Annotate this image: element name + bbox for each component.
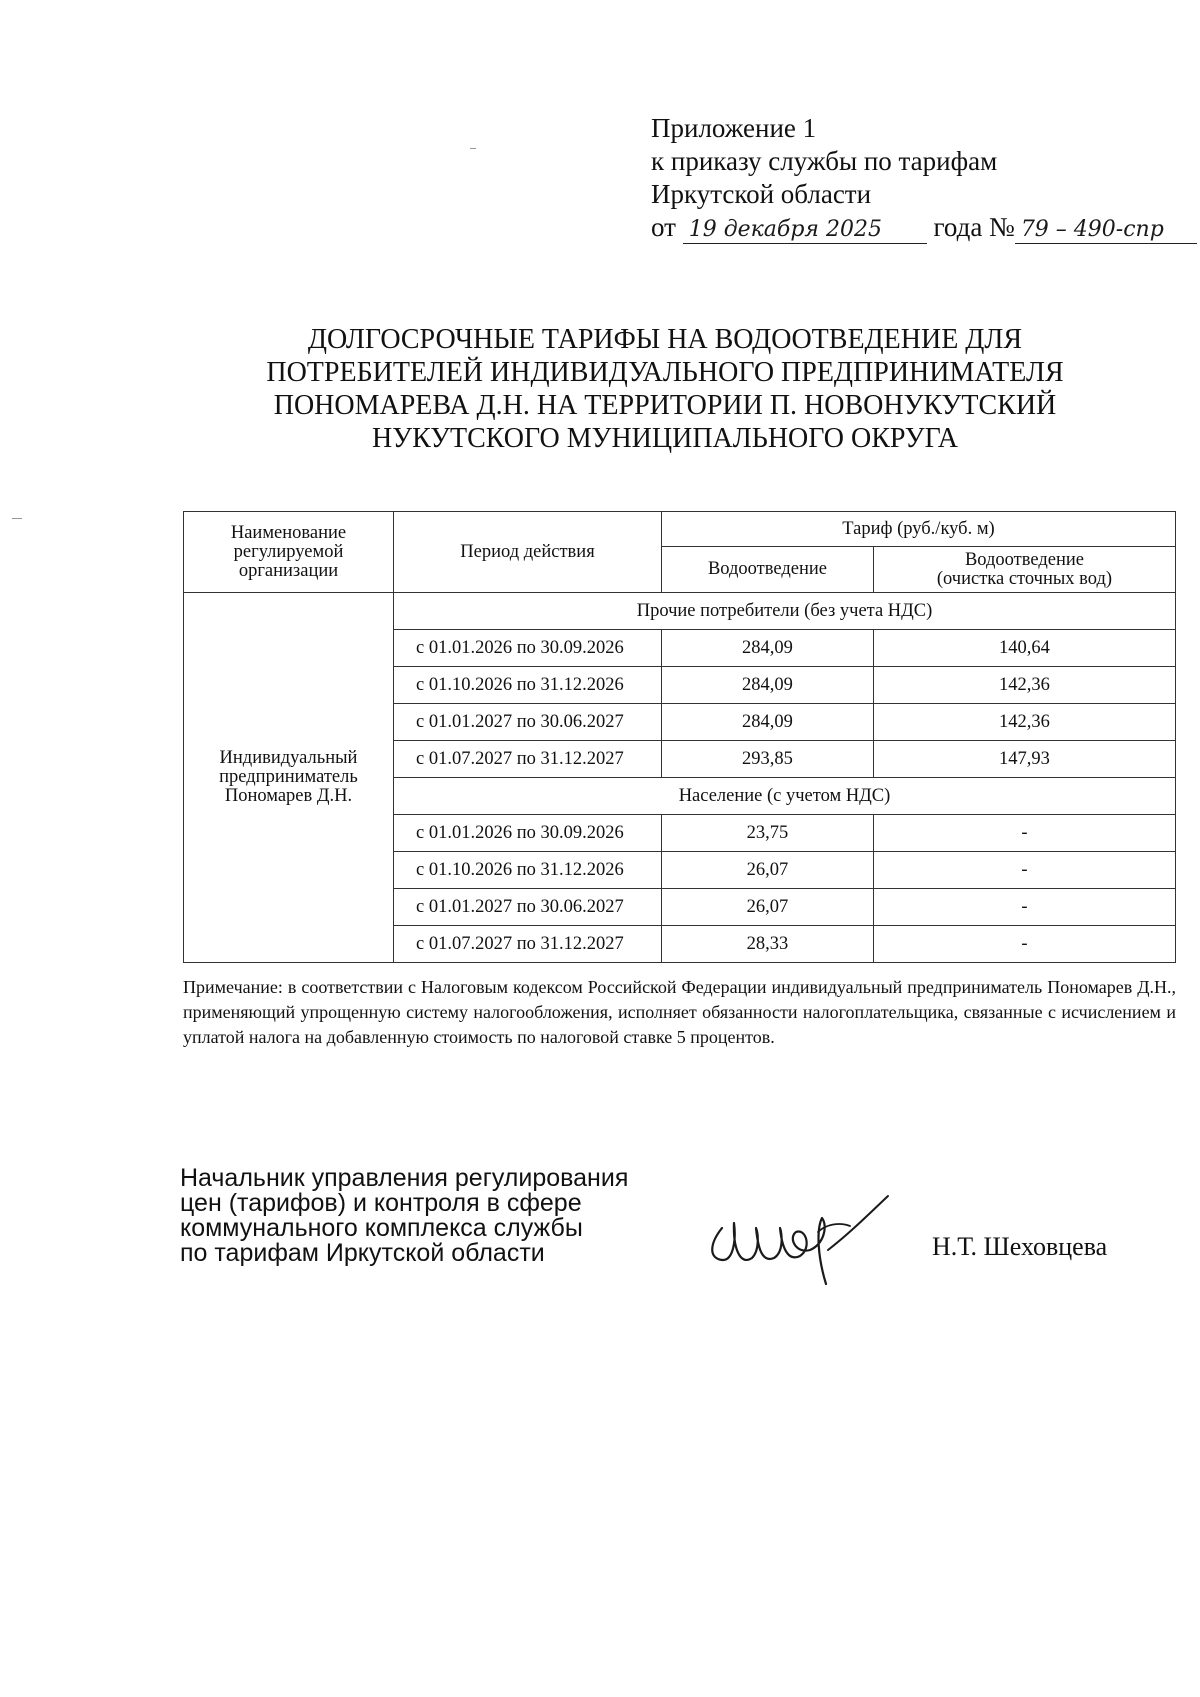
wastewater-value: 26,07 (662, 889, 874, 926)
appendix-from: от (651, 212, 676, 242)
treatment-value: 142,36 (873, 704, 1175, 741)
header-organization (184, 512, 394, 593)
signatory-position (180, 1166, 628, 1266)
header-org-line-2: регулируемой (233, 541, 344, 562)
period-cell: с 01.01.2027 по 30.06.2027 (394, 704, 662, 741)
scan-mark (12, 518, 22, 519)
organization-cell (184, 593, 394, 963)
period-cell: с 01.10.2026 по 31.12.2026 (394, 852, 662, 889)
period-cell: с 01.01.2027 по 30.06.2027 (394, 889, 662, 926)
wastewater-value: 293,85 (662, 741, 874, 778)
period-cell: с 01.07.2027 по 31.12.2027 (394, 926, 662, 963)
period-cell: с 01.07.2027 по 31.12.2027 (394, 741, 662, 778)
treatment-value: 147,93 (873, 741, 1175, 778)
appendix-line-1: Приложение 1 (651, 113, 817, 143)
handwritten-number: 79 – 490-спр (1015, 217, 1197, 244)
title-line-4: НУКУТСКОГО МУНИЦИПАЛЬНОГО ОКРУГА (372, 423, 958, 454)
handwritten-date: 19 декабря 2025 (683, 217, 927, 244)
header-org-line-1: Наименование (230, 522, 347, 543)
org-line-1: Индивидуальный (219, 748, 358, 768)
appendix-line-4 (651, 211, 1197, 244)
treatment-value: 140,64 (873, 630, 1175, 667)
period-cell: с 01.01.2026 по 30.09.2026 (394, 630, 662, 667)
appendix-middle: года № (933, 212, 1015, 242)
signer-name: Н.Т. Шеховцева (932, 1232, 1108, 1261)
org-line-2: предприниматель (219, 767, 358, 787)
wastewater-value: 284,09 (662, 630, 874, 667)
group-header: Прочие потребители (без учета НДС) (394, 593, 1176, 630)
position-line-1: Начальник управления регулирования (180, 1164, 629, 1192)
title-line-1: ДОЛГОСРОЧНЫЕ ТАРИФЫ НА ВОДООТВЕДЕНИЕ ДЛЯ (307, 324, 1023, 355)
org-line-3: Пономарев Д.Н. (224, 786, 353, 806)
wastewater-value: 26,07 (662, 852, 874, 889)
appendix-line-2: к приказу службы по тарифам (651, 146, 998, 176)
treatment-value: 142,36 (873, 667, 1175, 704)
position-line-2: цен (тарифов) и контроля в сфере (180, 1189, 582, 1217)
header-tariff: Тариф (руб./куб. м) (662, 512, 1176, 547)
title-line-2: ПОТРЕБИТЕЛЕЙ ИНДИВИДУАЛЬНОГО ПРЕДПРИНИМАТЕЛЯ (266, 357, 1064, 388)
treatment-value: - (873, 852, 1175, 889)
wastewater-value: 23,75 (662, 815, 874, 852)
header-col2-line-2: (очистка сточных вод) (936, 568, 1113, 589)
footnote: Примечание: в соответствии с Налоговым кодексом Российской Федерации индивидуальный предприниматель Пономарев Д.Н., применяющий упрощенную систему налогообложения, исполняет обязанности налогоплательщика, связанные с исчислением и уплатой налога на добавленную стоимость по налоговой ставке 5 процентов. (183, 977, 1176, 1047)
tariff-table (183, 511, 1176, 963)
period-cell: с 01.10.2026 по 31.12.2026 (394, 667, 662, 704)
header-col-treatment (873, 547, 1175, 593)
header-period: Период действия (394, 512, 662, 593)
treatment-value: - (873, 889, 1175, 926)
wastewater-value: 284,09 (662, 667, 874, 704)
group-header: Население (с учетом НДС) (394, 778, 1176, 815)
position-line-4: по тарифам Иркутской области (180, 1239, 545, 1267)
treatment-value: - (873, 926, 1175, 963)
scan-mark (470, 148, 476, 149)
wastewater-value: 284,09 (662, 704, 874, 741)
title-line-3: ПОНОМАРЕВА Д.Н. НА ТЕРРИТОРИИ П. НОВОНУКУТСКИЙ (273, 390, 1057, 421)
document-title (130, 323, 1200, 455)
wastewater-value: 28,33 (662, 926, 874, 963)
handwritten-signature (700, 1188, 910, 1288)
header-col2-line-1: Водоотведение (964, 549, 1084, 570)
header-col-wastewater: Водоотведение (662, 547, 874, 593)
treatment-value: - (873, 815, 1175, 852)
appendix-block (651, 112, 1197, 244)
header-org-line-3: организации (238, 560, 339, 581)
period-cell: с 01.01.2026 по 30.09.2026 (394, 815, 662, 852)
position-line-3: коммунального комплекса службы (180, 1214, 583, 1242)
appendix-line-3: Иркутской области (651, 179, 872, 209)
